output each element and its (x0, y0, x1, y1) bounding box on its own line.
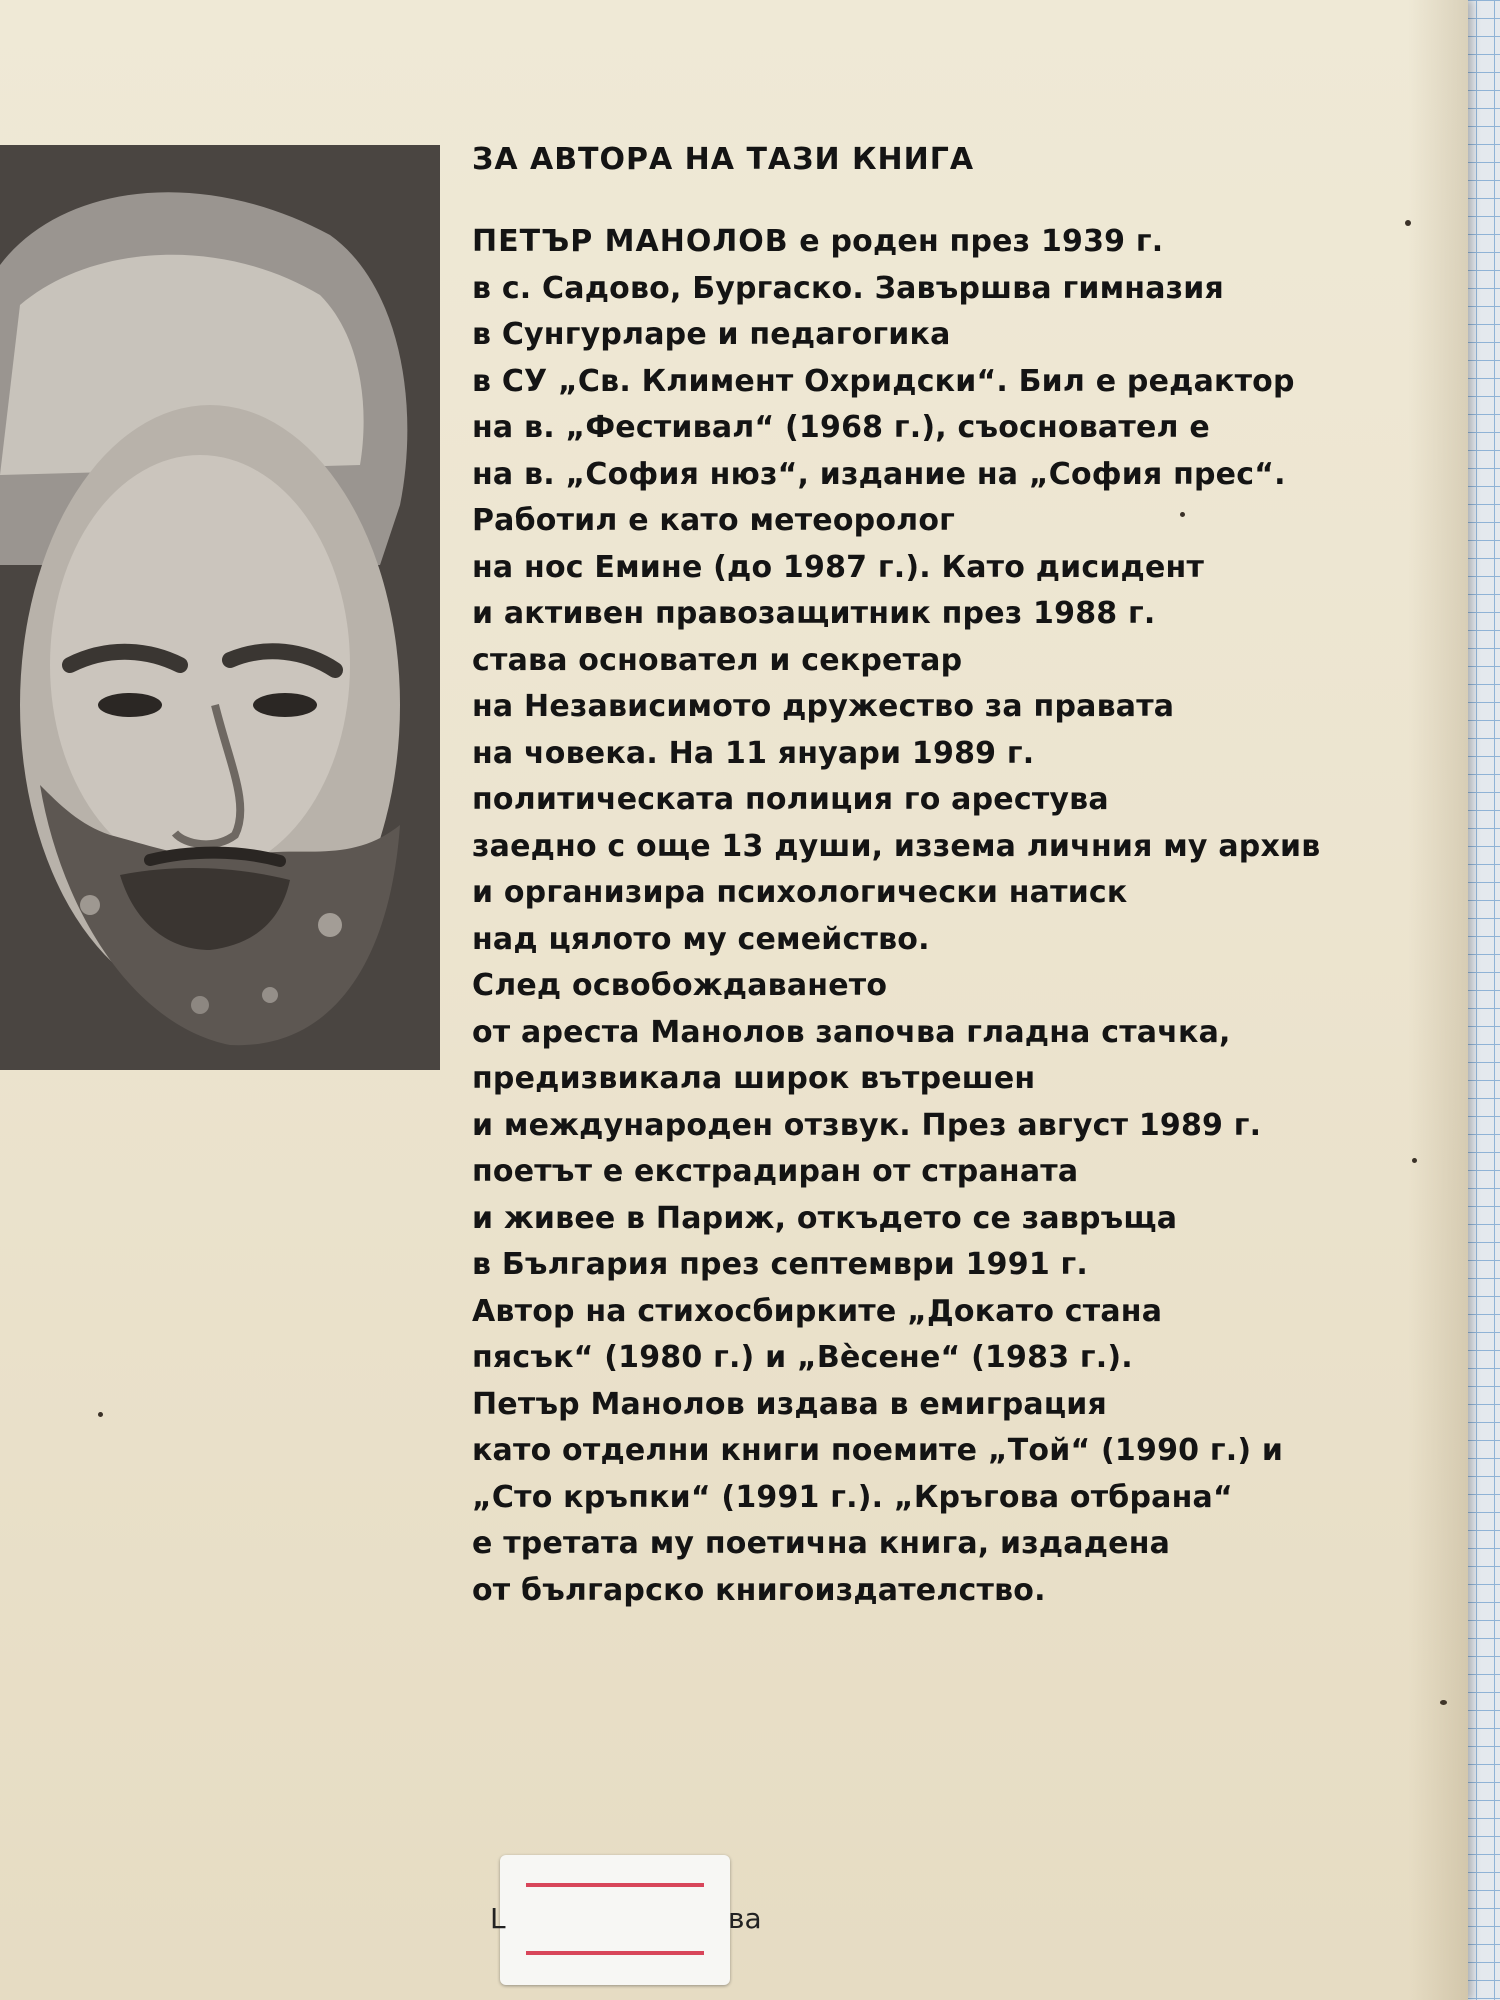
author-bio-section (472, 142, 1468, 1614)
bio-line: на в. „София нюз“, издание на „София прес“. (472, 456, 1286, 492)
sticker-stripe-top (526, 1883, 704, 1887)
bio-line: в Сунгурларе и педагогика (472, 317, 951, 352)
bio-line: и организира психологически натиск (472, 875, 1128, 910)
bio-line: заедно с още 13 души, иззема личния му архив (472, 828, 1321, 864)
paper-speck (98, 1412, 103, 1417)
bio-line: политическата полиция го арестува (472, 782, 1109, 817)
bio-line: предизвикала широк вътрешен (472, 1061, 1036, 1096)
paper-speck (1440, 1700, 1447, 1705)
bio-paragraph (472, 266, 1468, 1615)
paper-speck (1405, 220, 1411, 226)
bio-line: и международен отзвук. През август 1989 г. (472, 1107, 1262, 1143)
footer-text-left: L (490, 1902, 506, 1935)
bio-line: на Независимото дружество за правата (472, 689, 1175, 724)
author-portrait-photo (0, 145, 440, 1070)
author-name: ПЕТЪР МАНОЛОВ (472, 224, 789, 259)
bio-line: в СУ „Св. Климент Охридски“. Бил е редактор (472, 363, 1295, 399)
bio-line: „Сто кръпки“ (1991 г.). „Кръгова отбрана“ (472, 1479, 1233, 1515)
bio-line: в с. Садово, Бургаско. Завършва гимназия (472, 270, 1224, 306)
bio-line: Петър Манолов издава в емиграция (472, 1386, 1107, 1422)
bio-line: над цялото му семейство. (472, 921, 930, 957)
bio-line: и активен правозащитник през 1988 г. (472, 596, 1156, 631)
bio-line (472, 219, 1468, 266)
paper-speck (1180, 512, 1185, 517)
bio-line: на в. „Фестивал“ (1968 г.), съосновател е (472, 410, 1210, 445)
bio-line: Работил е като метеоролог (472, 503, 956, 538)
bio-line: от ареста Манолов започва гладна стачка, (472, 1014, 1231, 1050)
bio-line-rest: е роден през 1939 г. (788, 224, 1164, 259)
footer-text-right: ва (728, 1902, 762, 1935)
price-sticker (500, 1855, 730, 1985)
bio-line: Автор на стихосбирките „Докато стана (472, 1293, 1163, 1329)
bio-line: в България през септември 1991 г. (472, 1247, 1089, 1282)
section-heading: ЗА АВТОРА НА ТАЗИ КНИГА (472, 142, 975, 177)
bio-line: става основател и секретар (472, 642, 963, 678)
bio-line: на нос Емине (до 1987 г.). Като дисидент (472, 549, 1205, 585)
bio-line: от българско книгоиздателство. (472, 1572, 1046, 1608)
bio-line: пясък“ (1980 г.) и „Вѐсене“ (1983 г.). (472, 1340, 1133, 1375)
bio-line: След освобождаването (472, 968, 888, 1003)
bio-line: като отделни книги поемите „Той“ (1990 г.) и (472, 1433, 1284, 1468)
bio-line: поетът е екстрадиран от страната (472, 1154, 1079, 1189)
bio-line: на човека. На 11 януари 1989 г. (472, 735, 1035, 771)
bio-line: е третата му поетична книга, издадена (472, 1526, 1171, 1561)
bio-line: и живее в Париж, откъдето се завръща (472, 1200, 1178, 1236)
sticker-stripe-bottom (526, 1951, 704, 1955)
paper-speck (1412, 1158, 1417, 1163)
